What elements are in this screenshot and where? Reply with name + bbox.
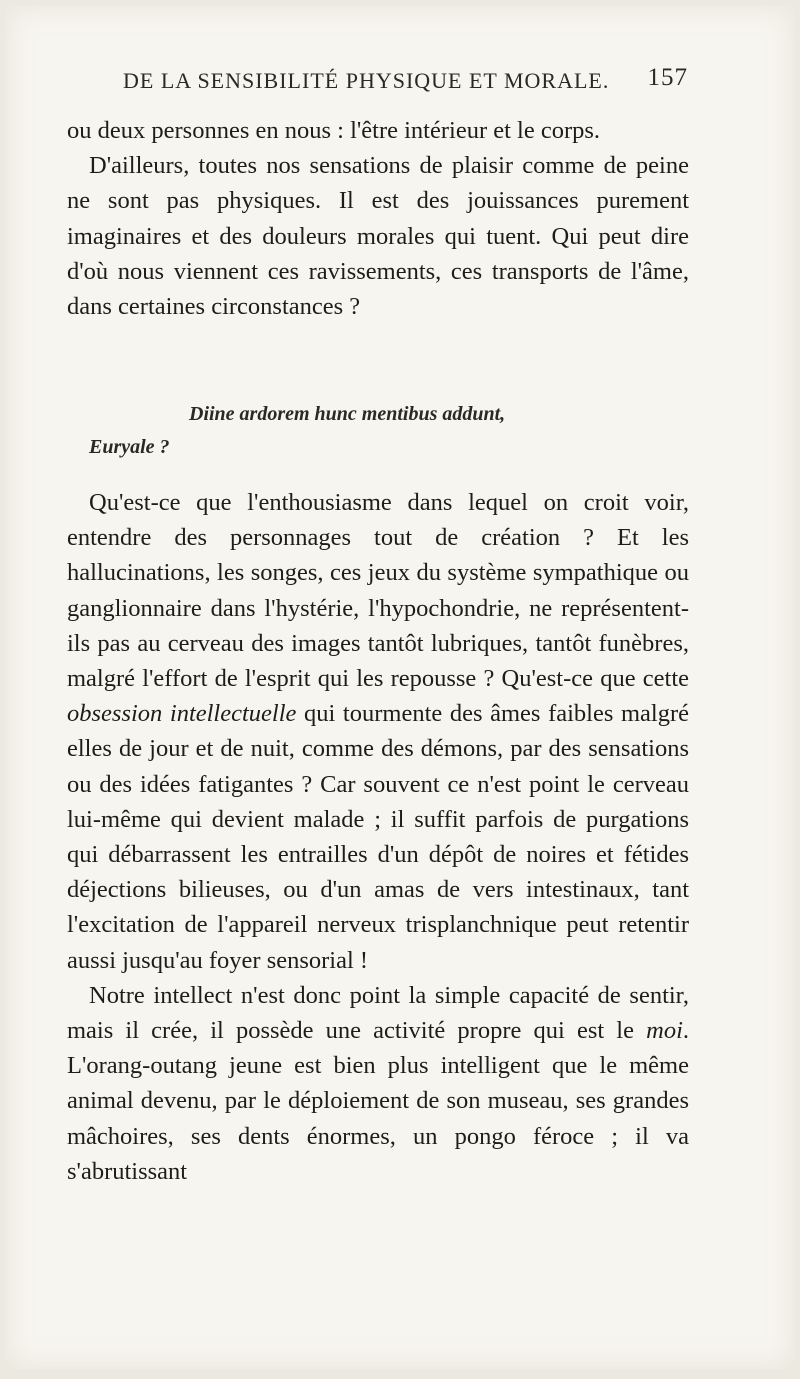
quotation-line: Diine ardorem hunc mentibus addunt, <box>189 403 506 425</box>
page-header <box>123 64 688 94</box>
emphasized-term: obsession intellectuelle <box>67 700 297 728</box>
latin-quotation <box>67 398 689 464</box>
quotation-line: Euryale ? <box>89 436 170 458</box>
running-title: DE LA SENSIBILITÉ PHYSIQUE ET MORALE. <box>123 68 610 93</box>
paragraph <box>67 978 689 1189</box>
emphasized-term: moi <box>646 1017 683 1045</box>
paragraph-text: Notre intellect n'est donc point la simple capacité de sentir, mais il crée, il possède une activité propre qui est le <box>67 981 689 1045</box>
text-block-top <box>67 113 689 324</box>
page-number: 157 <box>647 64 688 91</box>
paragraph-text: . L'orang-outang jeune est bien plus intelligent que le même animal devenu, par le déploiement de son museau, ses grandes mâchoires, ses dents énormes, un pongo féroce ; il va s'abrutissant <box>67 1017 689 1185</box>
paragraph: D'ailleurs, toutes nos sensations de plaisir comme de peine ne sont pas physiques. Il est des jouissances purement imaginaires et des douleurs morales qui tuent. Qui peut dire d'où nous viennent ces ravissements, ces transports de l'âme, dans certaines circonstances ? <box>67 152 689 321</box>
paragraph-text: Qu'est-ce que l'enthousiasme dans lequel on croit voir, entendre des personnages tout de création ? Et les hallucinations, les songes, ces jeux du système sympathique ou ganglionnaire dans l'hystérie, l'hypochondrie, ne représentent-ils pas au cerveau des images tantôt lubriques, tantôt funèbres, malgré l'effort de l'esprit qui les repousse ? Qu'est-ce que cette <box>67 489 689 693</box>
text-block-bottom <box>67 485 689 1189</box>
paragraph-text: qui tourmente des âmes faibles malgré elles de jour et de nuit, comme des démons, par des sensations ou des idées fatigantes ? Car souvent ce n'est point le cerveau lui-même qui devient malade ; il suffit parfois de purgations qui débarrassent les entrailles d'un dépôt de noires et fétides déjections bilieuses, ou d'un amas de vers intestinaux, tant l'excitation de l'appareil nerveux trisplanchnique peut retentir aussi jusqu'au foyer sensorial ! <box>67 700 689 974</box>
paragraph-continuation: ou deux personnes en nous : l'être intérieur et le corps. <box>67 117 601 144</box>
book-page <box>5 5 795 1369</box>
paragraph <box>67 485 689 978</box>
